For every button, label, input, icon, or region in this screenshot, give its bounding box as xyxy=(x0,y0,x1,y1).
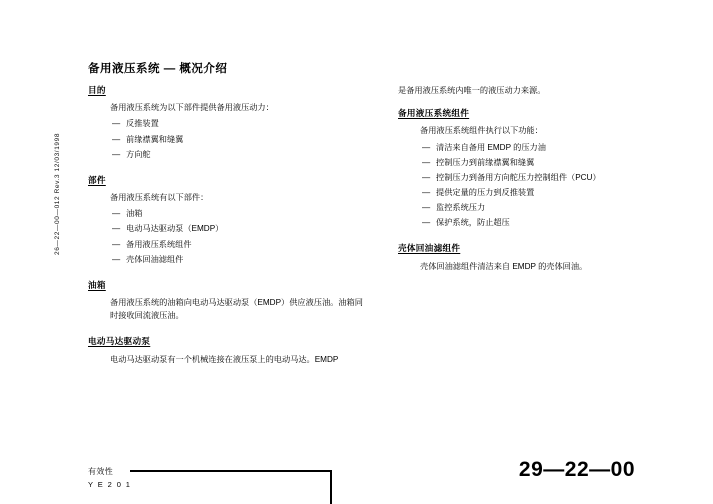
list-item-label: 保护系统，防止超压 xyxy=(436,218,510,228)
section-heading: 油箱 xyxy=(88,279,106,290)
section-heading: 壳体回油滤组件 xyxy=(398,243,461,254)
section-list xyxy=(398,141,688,230)
list-item-label: 反推装置 xyxy=(126,119,159,129)
section-purpose xyxy=(88,84,368,161)
section-heading: 备用液压系统组件 xyxy=(398,108,470,119)
section-continuation xyxy=(398,84,688,97)
list-item xyxy=(112,253,368,266)
list-item-label: 油箱 xyxy=(126,209,143,219)
dash-bullet-icon: — xyxy=(112,134,121,144)
section-paragraph: 备用液压系统为以下部件提供备用液压动力： xyxy=(110,103,274,113)
section-paragraph: 电动马达驱动泵有一个机械连接在液压泵上的电动马达。EMDP xyxy=(110,354,339,364)
dash-bullet-icon: — xyxy=(112,149,121,159)
dash-bullet-icon: — xyxy=(112,209,121,219)
list-item-label: 前缘襟翼和缝翼 xyxy=(126,134,184,144)
section-paragraph: 壳体回油滤组件清洁来自 EMDP 的壳体回油。 xyxy=(420,261,588,271)
page-title: 备用液压系统 — 概况介绍 xyxy=(88,63,228,75)
footer-divider xyxy=(130,470,332,472)
page-number: 29—22—00 xyxy=(518,458,635,481)
section-case-drain-filter xyxy=(398,242,688,272)
section-list xyxy=(88,207,368,266)
list-item xyxy=(422,201,688,214)
list-item-label: 控制压力到备用方向舵压力控制组件（PCU） xyxy=(436,172,601,182)
dash-bullet-icon: — xyxy=(422,172,431,182)
list-item-label: 监控系统压力 xyxy=(436,203,486,213)
list-item-label: 电动马达驱动泵（EMDP） xyxy=(126,224,224,234)
list-item xyxy=(112,148,368,161)
left-column xyxy=(88,84,368,376)
list-item-label: 方向舵 xyxy=(126,149,151,159)
effectivity-value: Y E 2 0 1 xyxy=(88,480,132,489)
section-heading: 部件 xyxy=(88,174,106,185)
section-list xyxy=(88,117,368,160)
list-item xyxy=(422,186,688,199)
right-column xyxy=(398,84,688,283)
list-item xyxy=(112,133,368,146)
dash-bullet-icon: — xyxy=(422,187,431,197)
list-item xyxy=(422,171,688,184)
section-heading: 电动马达驱动泵 xyxy=(88,336,151,347)
section-paragraph: 备用液压系统有以下部件： xyxy=(110,193,209,203)
section-standby-module xyxy=(398,107,688,229)
list-item xyxy=(422,216,688,229)
dash-bullet-icon: — xyxy=(112,224,121,234)
margin-revision-code: 26—22—00—012 Rev.3 12/03/1998 xyxy=(54,132,61,255)
section-heading: 目的 xyxy=(88,85,106,95)
dash-bullet-icon: — xyxy=(422,157,431,167)
dash-bullet-icon: — xyxy=(112,119,121,129)
list-item xyxy=(422,141,688,154)
section-emdp xyxy=(88,335,368,365)
section-paragraph: 备用液压系统组件执行以下功能： xyxy=(420,126,543,136)
list-item xyxy=(112,222,368,235)
section-paragraph: 是备用液压系统内唯一的液压动力来源。 xyxy=(398,86,546,95)
list-item-label: 壳体回油滤组件 xyxy=(126,254,184,264)
footer-divider-vertical xyxy=(330,470,332,504)
dash-bullet-icon: — xyxy=(422,142,431,152)
dash-bullet-icon: — xyxy=(422,203,431,213)
section-reservoir xyxy=(88,279,368,323)
list-item-label: 提供定量的压力到反推装置 xyxy=(436,187,535,197)
dash-bullet-icon: — xyxy=(112,239,121,249)
list-item xyxy=(112,117,368,130)
section-components xyxy=(88,174,368,266)
list-item-label: 清洁来自备用 EMDP 的压力油 xyxy=(436,142,546,152)
section-paragraph: 备用液压系统的油箱向电动马达驱动泵（EMDP）供应液压油。油箱同时接收回流液压油。 xyxy=(110,298,363,321)
dash-bullet-icon: — xyxy=(422,218,431,228)
effectivity-label: 有效性 xyxy=(88,467,114,476)
dash-bullet-icon: — xyxy=(112,254,121,264)
list-item xyxy=(112,207,368,220)
list-item xyxy=(112,238,368,251)
list-item xyxy=(422,156,688,169)
list-item-label: 控制压力到前缘襟翼和缝翼 xyxy=(436,157,535,167)
list-item-label: 备用液压系统组件 xyxy=(126,239,192,249)
